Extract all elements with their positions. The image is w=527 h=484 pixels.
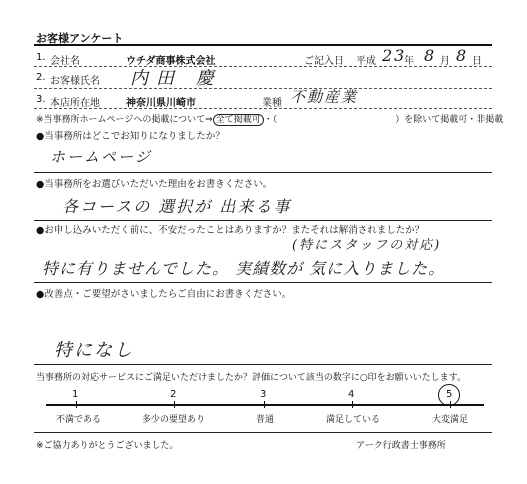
name-value: 内田 慶 <box>130 68 222 89</box>
question-1-answer: ホームページ <box>50 148 152 166</box>
consent-text: ※当事務所ホームページへの掲載について⇒ <box>36 115 213 125</box>
industry-value: 不動産業 <box>290 88 359 106</box>
question-3-answer: 特に有りませんでした。 実績数が 気に入りました。 <box>42 259 446 278</box>
footer-thanks: ※ご協力ありがとうございました。 <box>36 441 179 451</box>
address-value: 神奈川県川崎市 <box>126 98 196 109</box>
question-1-label: ●当事務所はどこでお知りになりましたか？ <box>36 131 225 142</box>
date-month: 8 <box>424 46 437 65</box>
date-era: 平成 <box>356 56 376 67</box>
scale-number-2[interactable]: 2 <box>170 389 177 400</box>
scale-tick <box>76 401 77 408</box>
answer-rule <box>34 364 492 365</box>
question-2-answer: 各コースの 選択が 出来る事 <box>62 197 292 216</box>
question-3-note: (特にスタッフの対応) <box>292 238 442 253</box>
scale-label-1: 不満である <box>56 415 102 425</box>
date-year-unit: 年 <box>404 56 414 67</box>
answer-rule <box>34 172 492 173</box>
industry-label: 業種 <box>262 98 282 109</box>
scale-tick <box>174 401 175 408</box>
scale-number-1[interactable]: 1 <box>72 389 79 400</box>
footer-office: アーク行政書士事務所 <box>356 441 446 451</box>
row-rule <box>34 66 492 67</box>
scale-label-5: 大変満足 <box>432 415 469 425</box>
scale-number-5[interactable]: 5 <box>446 389 453 400</box>
consent-line <box>36 112 503 125</box>
consent-option-except[interactable]: ）を除いて掲載可 <box>395 115 468 125</box>
rating-question: 当事務所の対応サービスにご満足いただけましたか？評価について該当の数字に○印をお願いいたします。 <box>36 373 466 383</box>
scale-label-3: 普通 <box>256 415 275 425</box>
company-number: 1. <box>36 52 46 63</box>
address-label: 本店所在地 <box>50 98 100 109</box>
question-4-label: ●改善点・ご要望がさいましたらご自由にお書きください。 <box>36 289 292 300</box>
date-day: 8 <box>456 46 469 65</box>
row-rule <box>34 88 492 89</box>
scale-tick <box>264 401 265 408</box>
scale-number-4[interactable]: 4 <box>348 389 355 400</box>
date-label: ご記入日 <box>304 56 344 67</box>
consent-paren: ・（ <box>263 115 278 125</box>
row-rule <box>34 108 492 109</box>
scale-tick <box>352 401 353 408</box>
consent-option-no[interactable]: ・非掲載 <box>467 115 504 125</box>
company-value: ウチダ商事株式会社 <box>126 56 216 67</box>
form-title: お客様アンケート <box>36 32 124 45</box>
question-2-label: ●当事務所をお選びいただいた理由をお書きください。 <box>36 179 273 190</box>
answer-rule <box>34 282 492 283</box>
rating-scale-line <box>46 404 484 406</box>
scale-number-3[interactable]: 3 <box>260 389 267 400</box>
name-label: お客様氏名 <box>50 76 100 87</box>
footer-rule <box>34 432 492 433</box>
company-label: 会社名 <box>50 56 80 67</box>
scale-label-2: 多少の要望あり <box>142 415 206 425</box>
question-4-answer: 特になし <box>54 340 134 361</box>
answer-rule <box>34 220 492 221</box>
address-number: 3. <box>36 94 46 105</box>
date-month-unit: 月 <box>440 56 450 67</box>
consent-option-all[interactable]: 全て掲載可 <box>213 114 264 126</box>
question-3-label: ●お申し込みいただく前に、不安だったことはありますか？またそれは解消されましたか？ <box>36 225 425 236</box>
name-number: 2. <box>36 72 46 83</box>
selected-circle <box>438 384 460 406</box>
date-day-unit: 日 <box>472 56 482 67</box>
date-year: 23 <box>382 46 407 65</box>
scale-label-4: 満足している <box>326 415 381 425</box>
